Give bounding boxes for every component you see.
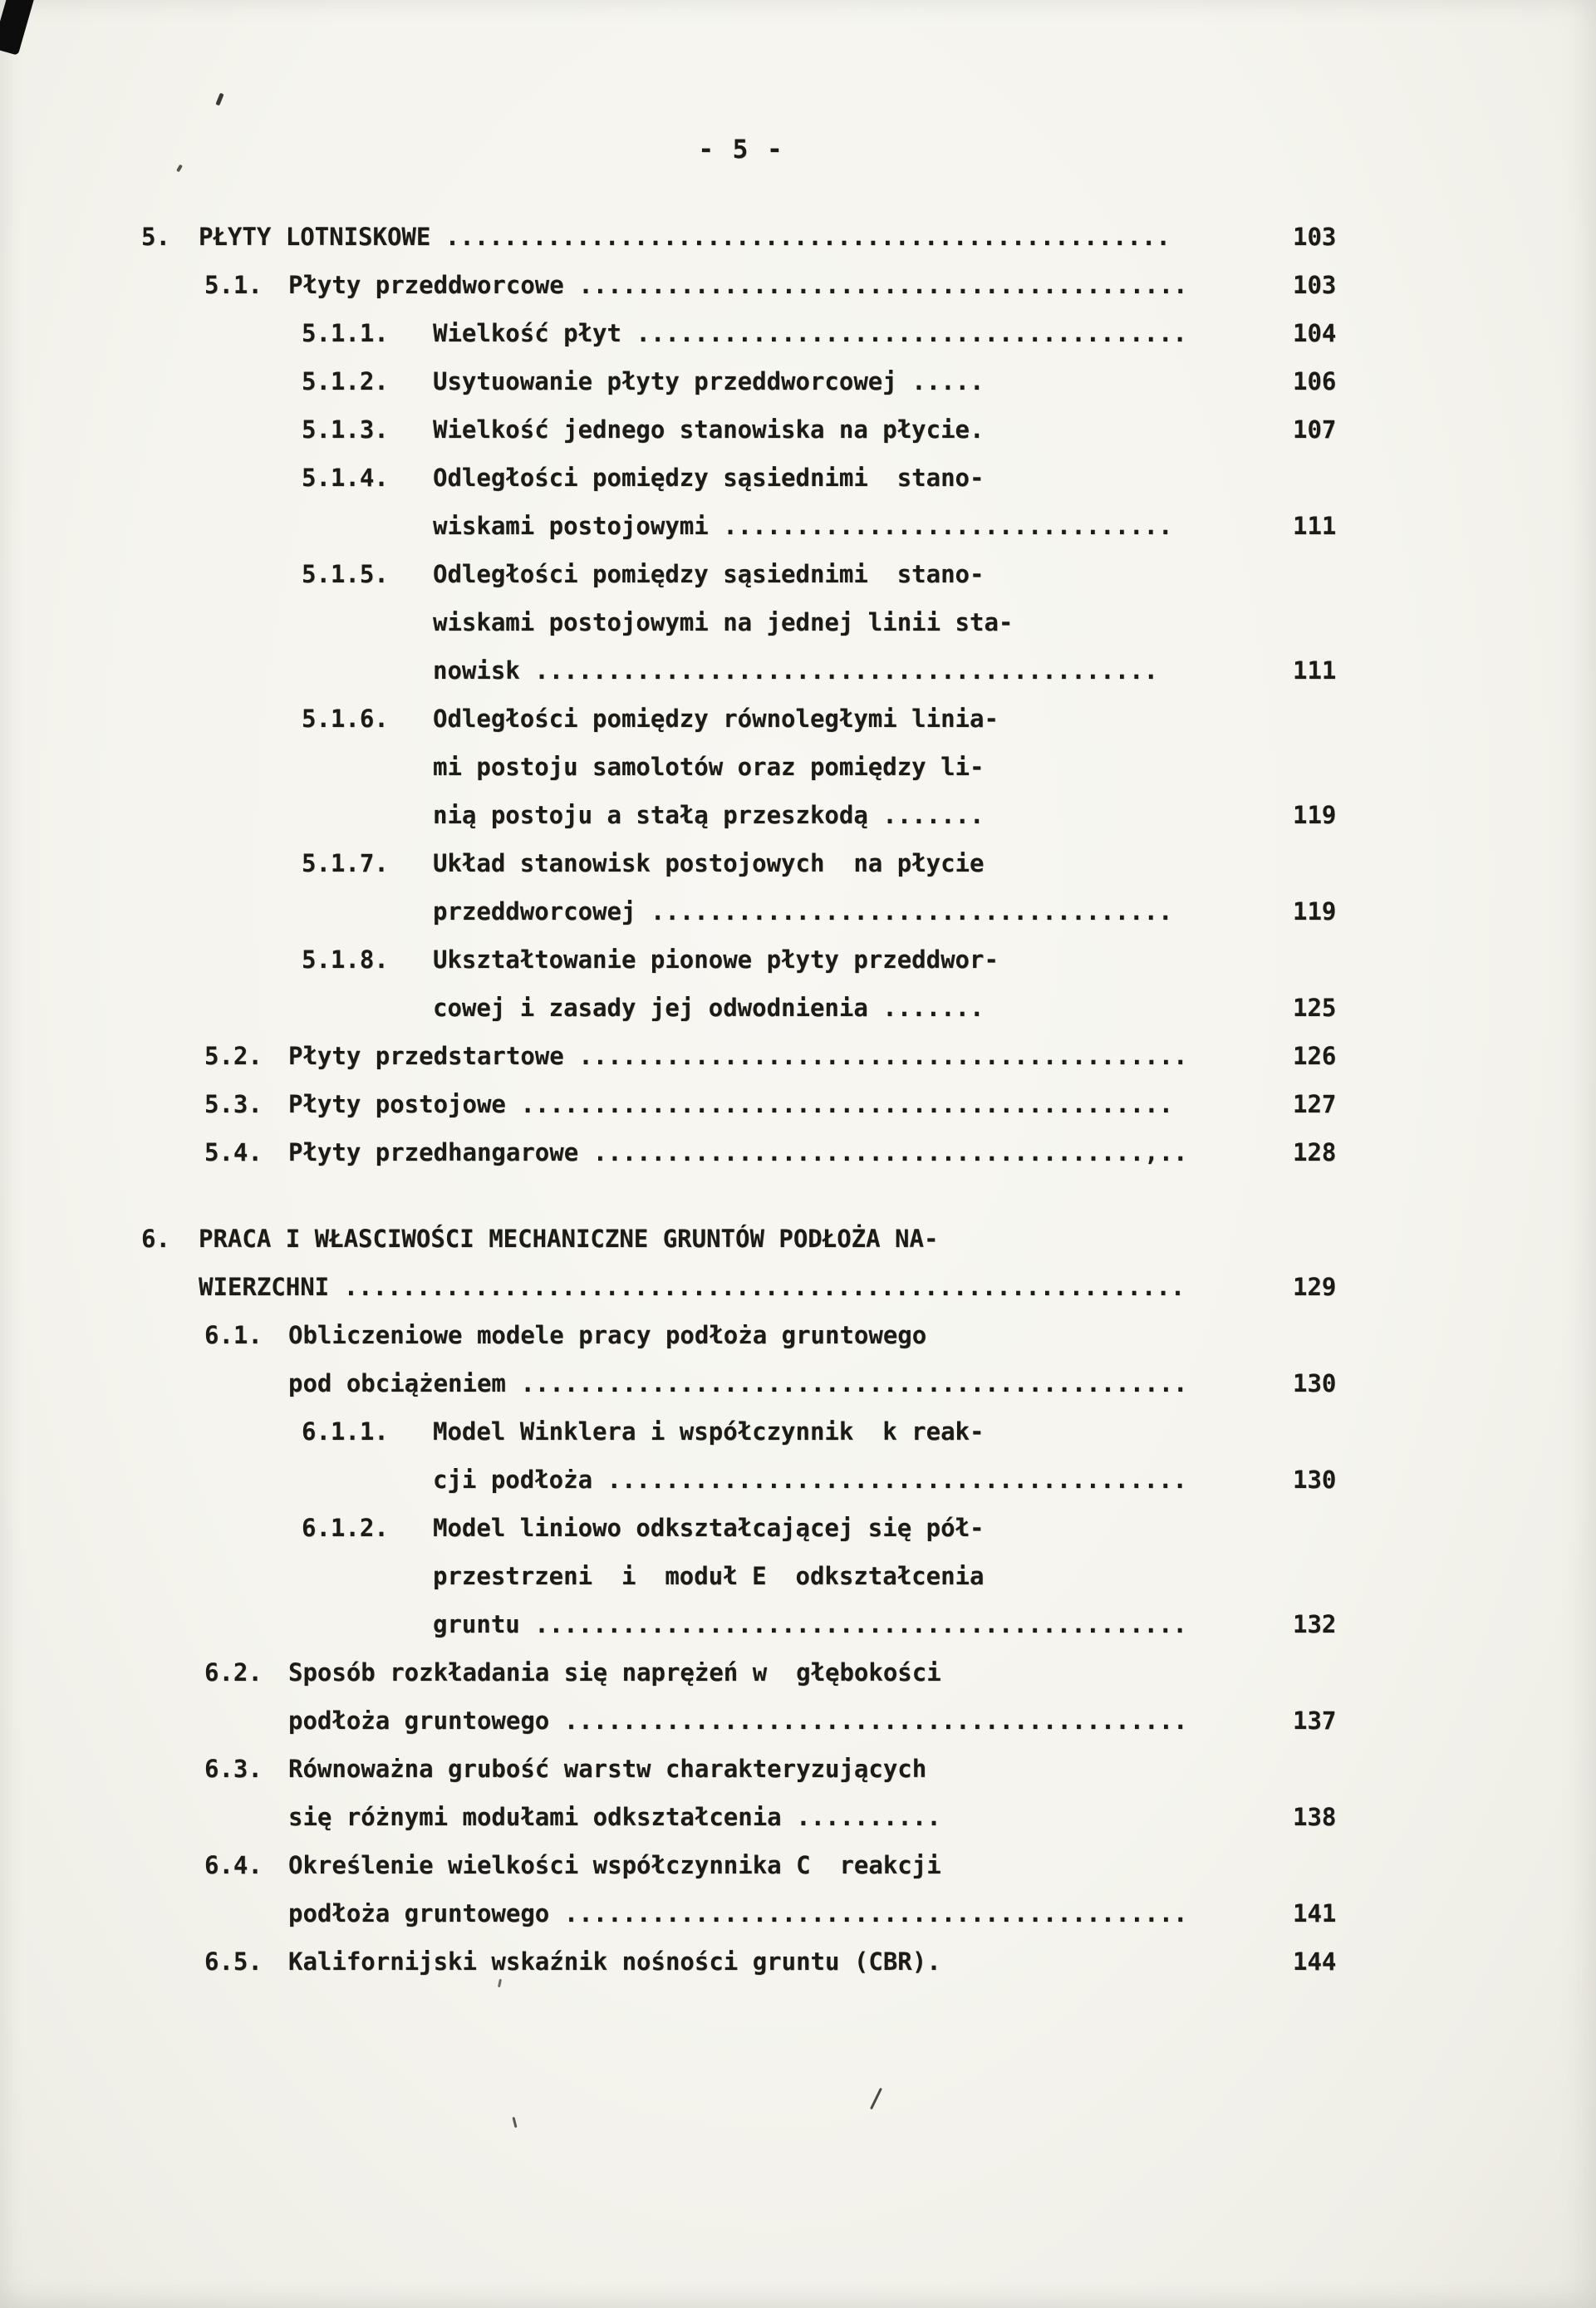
- toc-entry-number: 5.1.7.: [302, 849, 389, 877]
- toc-line: [0, 1090, 1596, 1138]
- toc-line: [0, 415, 1596, 464]
- toc-line: [0, 1610, 1596, 1658]
- toc-entry-text: wiskami postojowymi ...............................: [433, 512, 1173, 540]
- toc-entry-text: Określenie wielkości współczynnika C reakcji: [288, 1851, 941, 1879]
- toc-line: [0, 753, 1596, 801]
- toc-entry-text: Układ stanowisk postojowych na płycie: [433, 849, 985, 877]
- toc-entry-text: przeddworcowej ....................................: [433, 897, 1173, 926]
- toc-entry-page: 130: [1293, 1369, 1337, 1397]
- toc-line: [0, 656, 1596, 705]
- toc-entry-page: 104: [1293, 319, 1337, 347]
- toc-line: [0, 994, 1596, 1042]
- toc-entry-page: 141: [1293, 1899, 1337, 1927]
- toc-entry-page: 106: [1293, 367, 1337, 395]
- toc-line: [0, 464, 1596, 512]
- toc-entry-text: Wielkość jednego stanowiska na płycie.: [433, 415, 985, 444]
- toc-entry-page: 103: [1293, 271, 1337, 299]
- toc-entry-text: pod obciążeniem ..............................................: [288, 1369, 1188, 1397]
- toc-entry-text: Sposób rozkładania się naprężeń w głębokości: [288, 1658, 941, 1687]
- toc-entry-text: PRACA I WŁASCIWOŚCI MECHANICZNE GRUNTÓW PODŁOŻA NA-: [199, 1225, 939, 1253]
- toc-entry-text: Płyty przedstartowe ..........................................: [288, 1042, 1188, 1070]
- scan-speck: [215, 93, 223, 106]
- toc-entry-text: Równoważna grubość warstw charakteryzujących: [288, 1755, 927, 1783]
- toc-entry-text: Ukształtowanie pionowe płyty przeddwor-: [433, 945, 999, 974]
- toc-entry-text: się różnymi modułami odkształcenia ..........: [288, 1803, 941, 1831]
- toc-entry-page: 107: [1293, 415, 1337, 444]
- toc-entry-text: cowej i zasady jej odwodnienia .......: [433, 994, 985, 1022]
- toc-entry-number: 5.1.8.: [302, 945, 389, 974]
- toc-entry-number: 6.5.: [204, 1947, 263, 1976]
- toc-entry-number: 5.1.3.: [302, 415, 389, 444]
- toc-entry-page: 119: [1293, 801, 1337, 829]
- toc-entry-page: 130: [1293, 1466, 1337, 1494]
- toc-entry-number: 6.1.1.: [302, 1417, 389, 1446]
- toc-entry-text: gruntu .............................................: [433, 1610, 1187, 1638]
- toc-line: [0, 1803, 1596, 1851]
- scan-speck: [870, 2088, 882, 2109]
- scan-speck: [176, 165, 183, 173]
- toc-entry-text: Płyty przedhangarowe ......................................,..: [288, 1138, 1188, 1166]
- toc-entry-number: 6.4.: [204, 1851, 263, 1879]
- toc-entry-page: 125: [1293, 994, 1337, 1022]
- toc-entry-text: nowisk ...........................................: [433, 656, 1158, 685]
- toc-entry-page: 103: [1293, 223, 1337, 251]
- toc-entry-page: 128: [1293, 1138, 1337, 1166]
- toc-entry-number: 5.1.: [204, 271, 263, 299]
- toc-entry-number: 6.2.: [204, 1658, 263, 1687]
- toc-entry-page: 138: [1293, 1803, 1337, 1831]
- section-gap: [0, 1186, 1596, 1225]
- toc-entry-text: Wielkość płyt ......................................: [433, 319, 1187, 347]
- toc-entry-number: 5.1.2.: [302, 367, 389, 395]
- toc-entry-number: 6.3.: [204, 1755, 263, 1783]
- toc-line: [0, 608, 1596, 656]
- toc-line: [0, 1321, 1596, 1369]
- toc-entry-number: 5.1.1.: [302, 319, 389, 347]
- toc-line: [0, 1706, 1596, 1755]
- toc-entry-page: 137: [1293, 1706, 1337, 1735]
- toc-entry-text: mi postoju samolotów oraz pomiędzy li-: [433, 753, 985, 781]
- toc-line: [0, 367, 1596, 415]
- toc-line: [0, 897, 1596, 945]
- toc-entry-text: WIERZCHNI ..........................................................: [199, 1273, 1186, 1301]
- toc-line: [0, 1755, 1596, 1803]
- toc-entry-page: 111: [1293, 656, 1337, 685]
- toc-line: [0, 223, 1596, 271]
- toc-entry-text: nią postoju a stałą przeszkodą .......: [433, 801, 985, 829]
- toc-entry-text: Odległości pomiędzy sąsiednimi stano-: [433, 464, 985, 492]
- toc-entry-text: przestrzeni i moduł E odkształcenia: [433, 1562, 985, 1590]
- toc-entry-page: 126: [1293, 1042, 1337, 1070]
- toc-entry-text: Usytuowanie płyty przeddworcowej .....: [433, 367, 985, 395]
- toc-entry-number: 5.2.: [204, 1042, 263, 1070]
- toc-entry-page: 129: [1293, 1273, 1337, 1301]
- toc-entry-text: podłoża gruntowego ...........................................: [288, 1706, 1188, 1735]
- toc-entry-text: Model Winklera i współczynnik k reak-: [433, 1417, 985, 1446]
- toc-entry-page: 144: [1293, 1947, 1337, 1976]
- toc-entry-number: 5.: [141, 223, 170, 251]
- toc-line: [0, 1947, 1596, 1996]
- toc-entry-text: Odległości pomiędzy sąsiednimi stano-: [433, 560, 985, 588]
- scan-speck: [512, 2117, 517, 2128]
- toc-line: [0, 849, 1596, 897]
- toc-line: [0, 1138, 1596, 1186]
- toc-line: [0, 1273, 1596, 1321]
- toc-line: [0, 1042, 1596, 1090]
- toc-entry-number: 6.1.: [204, 1321, 263, 1349]
- toc-line: [0, 1514, 1596, 1562]
- toc-entry-page: 127: [1293, 1090, 1337, 1118]
- toc-line: [0, 560, 1596, 608]
- toc-entry-page: 111: [1293, 512, 1337, 540]
- scan-artifact-corner: [0, 0, 37, 56]
- toc-entry-text: wiskami postojowymi na jednej linii sta-: [433, 608, 1014, 636]
- toc-entry-number: 5.3.: [204, 1090, 263, 1118]
- toc-entry-page: 119: [1293, 897, 1337, 926]
- toc-line: [0, 1658, 1596, 1706]
- toc-line: [0, 319, 1596, 367]
- toc-entry-number: 5.1.5.: [302, 560, 389, 588]
- toc-line: [0, 1417, 1596, 1466]
- toc-entry-text: Płyty przeddworcowe ..........................................: [288, 271, 1188, 299]
- toc-line: [0, 512, 1596, 560]
- toc-entry-number: 6.: [141, 1225, 170, 1253]
- page-number-header: - 5 -: [698, 135, 784, 165]
- toc-line: [0, 271, 1596, 319]
- toc-entry-text: PŁYTY LOTNISKOWE ..................................................: [199, 223, 1171, 251]
- toc-entry-number: 5.1.4.: [302, 464, 389, 492]
- toc-entry-text: Kalifornijski wskaźnik nośności gruntu (CBR).: [288, 1947, 941, 1976]
- toc-entry-text: cji podłoża ........................................: [433, 1466, 1187, 1494]
- toc-line: [0, 705, 1596, 753]
- toc-entry-number: 6.1.2.: [302, 1514, 389, 1542]
- toc-line: [0, 1466, 1596, 1514]
- toc-entry-number: 5.1.6.: [302, 705, 389, 733]
- toc-entry-text: Odległości pomiędzy równoległymi linia-: [433, 705, 999, 733]
- toc-list: [0, 223, 1596, 1996]
- toc-line: [0, 801, 1596, 849]
- toc-entry-page: 132: [1293, 1610, 1337, 1638]
- toc-line: [0, 1562, 1596, 1610]
- toc-line: [0, 1899, 1596, 1947]
- toc-entry-text: Obliczeniowe modele pracy podłoża gruntowego: [288, 1321, 927, 1349]
- toc-entry-number: 5.4.: [204, 1138, 263, 1166]
- toc-entry-text: Model liniowo odkształcającej się pół-: [433, 1514, 985, 1542]
- toc-line: [0, 1851, 1596, 1899]
- toc-line: [0, 1369, 1596, 1417]
- toc-entry-text: Płyty postojowe .............................................: [288, 1090, 1174, 1118]
- toc-entry-text: podłoża gruntowego ...........................................: [288, 1899, 1188, 1927]
- toc-line: [0, 1225, 1596, 1273]
- toc-line: [0, 945, 1596, 994]
